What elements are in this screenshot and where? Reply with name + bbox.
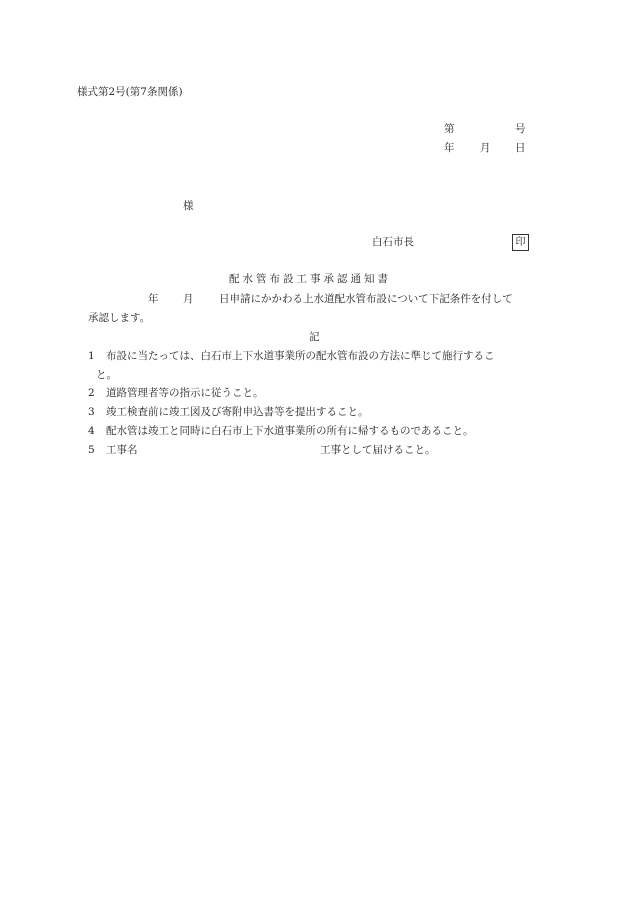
condition-1-num: 1 xyxy=(88,350,95,362)
intro-month: 月 xyxy=(183,293,194,305)
intro-year: 年 xyxy=(148,293,159,305)
condition-5-text-tail: 工事として届けること。 xyxy=(320,444,436,456)
doc-number-go: 号 xyxy=(515,123,526,135)
condition-2-num: 2 xyxy=(88,387,95,399)
condition-1-text-cont: と。 xyxy=(96,369,117,381)
condition-3-text: 竣工検査前に竣工図及び寄附申込書等を提出すること。 xyxy=(106,406,369,418)
date-year: 年 xyxy=(444,142,455,154)
condition-4-num: 4 xyxy=(88,425,95,437)
condition-2-text: 道路管理者等の指示に従うこと。 xyxy=(106,387,264,399)
date-day: 日 xyxy=(515,142,526,154)
condition-4-text: 配水管は竣工と同時に白石市上下水道事業所の所有に帰するものであること。 xyxy=(106,425,474,437)
seal-stamp: 印 xyxy=(512,234,529,251)
sender-name: 白石市長 xyxy=(372,236,414,248)
ki-heading: 記 xyxy=(309,331,320,343)
condition-5-num: 5 xyxy=(88,444,95,456)
doc-number-dai: 第 xyxy=(444,123,455,135)
intro-line1: 日申請にかかわる上水道配水管布設について下記条件を付して xyxy=(219,293,513,305)
form-label: 様式第2号(第7条関係) xyxy=(77,86,183,98)
date-month: 月 xyxy=(480,142,491,154)
condition-5-text: 工事名 xyxy=(106,444,138,456)
condition-1-text: 布設に当たっては、白石市上下水道事業所の配水管布設の方法に準じて施行するこ xyxy=(106,350,495,362)
condition-3-num: 3 xyxy=(88,406,95,418)
addressee-sama: 様 xyxy=(183,200,194,212)
document-title: 配水管布設工事承認通知書 xyxy=(229,273,391,285)
intro-line2: 承認します。 xyxy=(88,312,151,324)
